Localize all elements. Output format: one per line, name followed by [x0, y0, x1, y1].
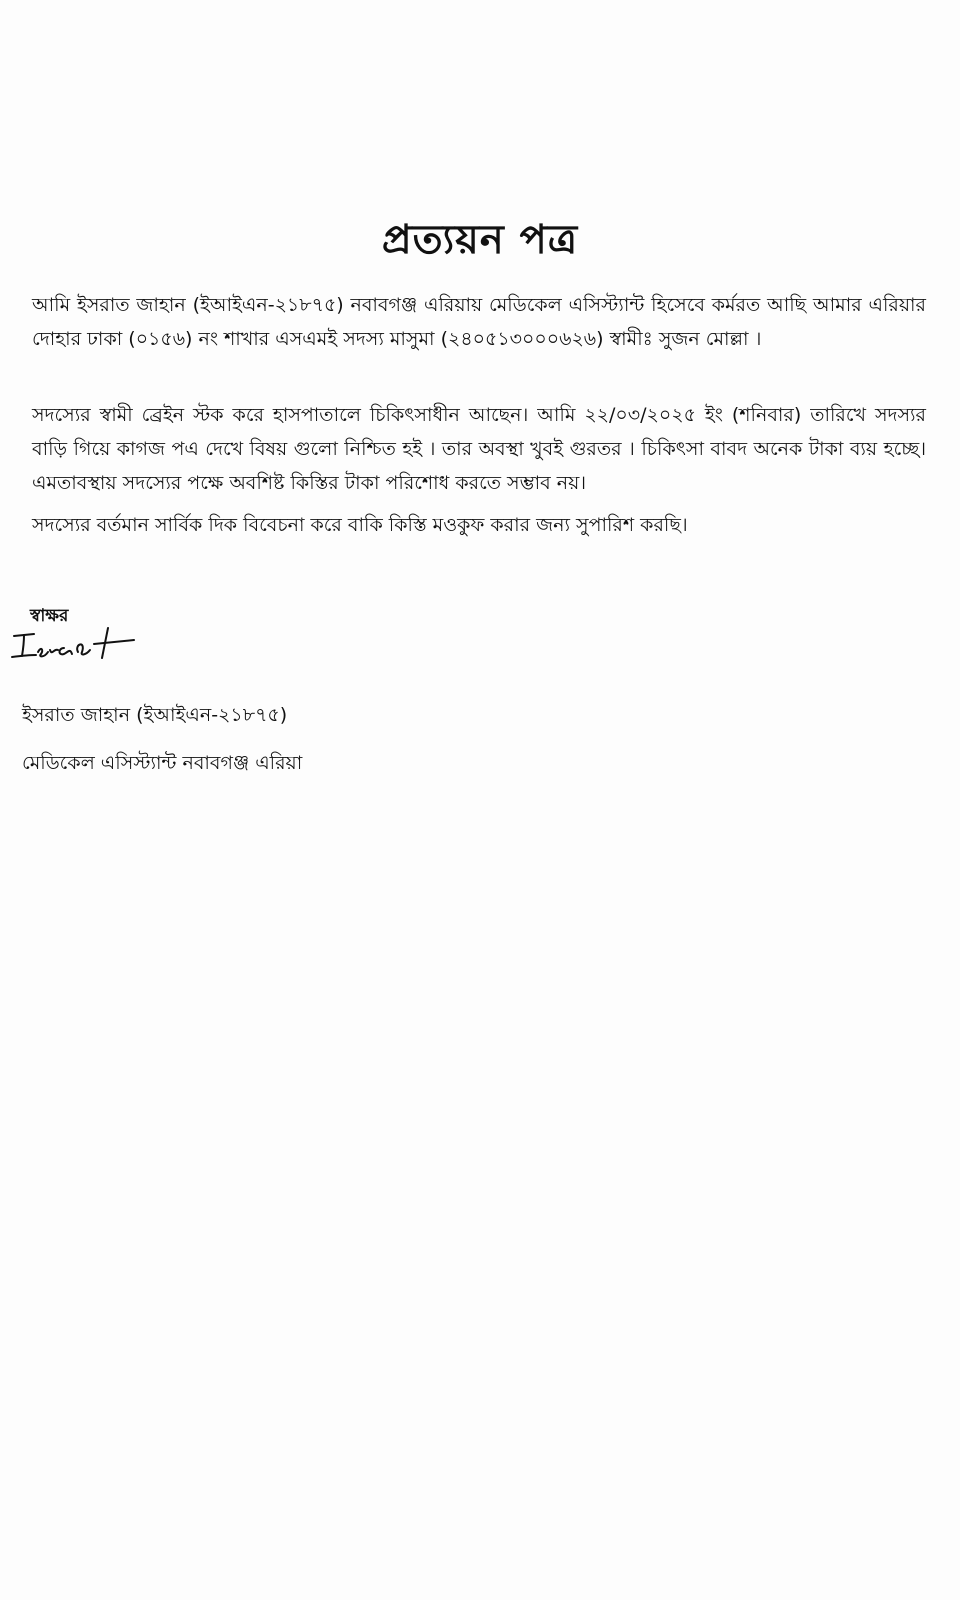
paragraph-situation: সদস্যের স্বামী ব্রেইন স্টক করে হাসপাতালে চিকিৎসাধীন আছেন। আমি ২২/০৩/২০২৫ ইং (শনিবার) তারিখে সদস্যর বাড়ি গিয়ে কাগজ পএ দেখে বিষয় গুলো নিশ্চিত হই । তার অবস্থা খুবই গুরতর । চিকিৎসা বাবদ অনেক টাকা ব্যয় হচ্ছে। এমতাবস্থায় সদস্যের পক্ষে অবশিষ্ট কিস্তির টাকা পরিশোধ করতে সম্ভাব নয়।	[32, 404, 926, 494]
document-title: প্রত্যয়ন পত্র	[381, 217, 579, 263]
paragraph-introduction: আমি ইসরাত জাহান (ইআইএন-২১৮৭৫) নবাবগঞ্জ এরিয়ায় মেডিকেল এসিস্ট্যান্ট হিসেবে কর্মরত আছি আমার এরিয়ার দোহার ঢাকা (০১৫৬) নং শাখার এসএমই সদস্য মাসুমা (২৪০৫১৩০০০৬২৬) স্বামীঃ সুজন মোল্লা ।	[32, 294, 926, 350]
signatory-name: ইসরাত জাহান (ইআইএন-২১৮৭৫)	[22, 704, 288, 726]
signature-label: স্বাক্ষর	[30, 606, 69, 626]
signatory-designation: মেডিকেল এসিস্ট্যান্ট নবাবগঞ্জ এরিয়া	[22, 752, 303, 774]
paragraph-recommendation: সদস্যের বর্তমান সার্বিক দিক বিবেচনা করে বাকি কিস্তি মওকুফ করার জন্য সুপারিশ করছি।	[32, 514, 688, 536]
handwritten-signature	[10, 622, 140, 666]
